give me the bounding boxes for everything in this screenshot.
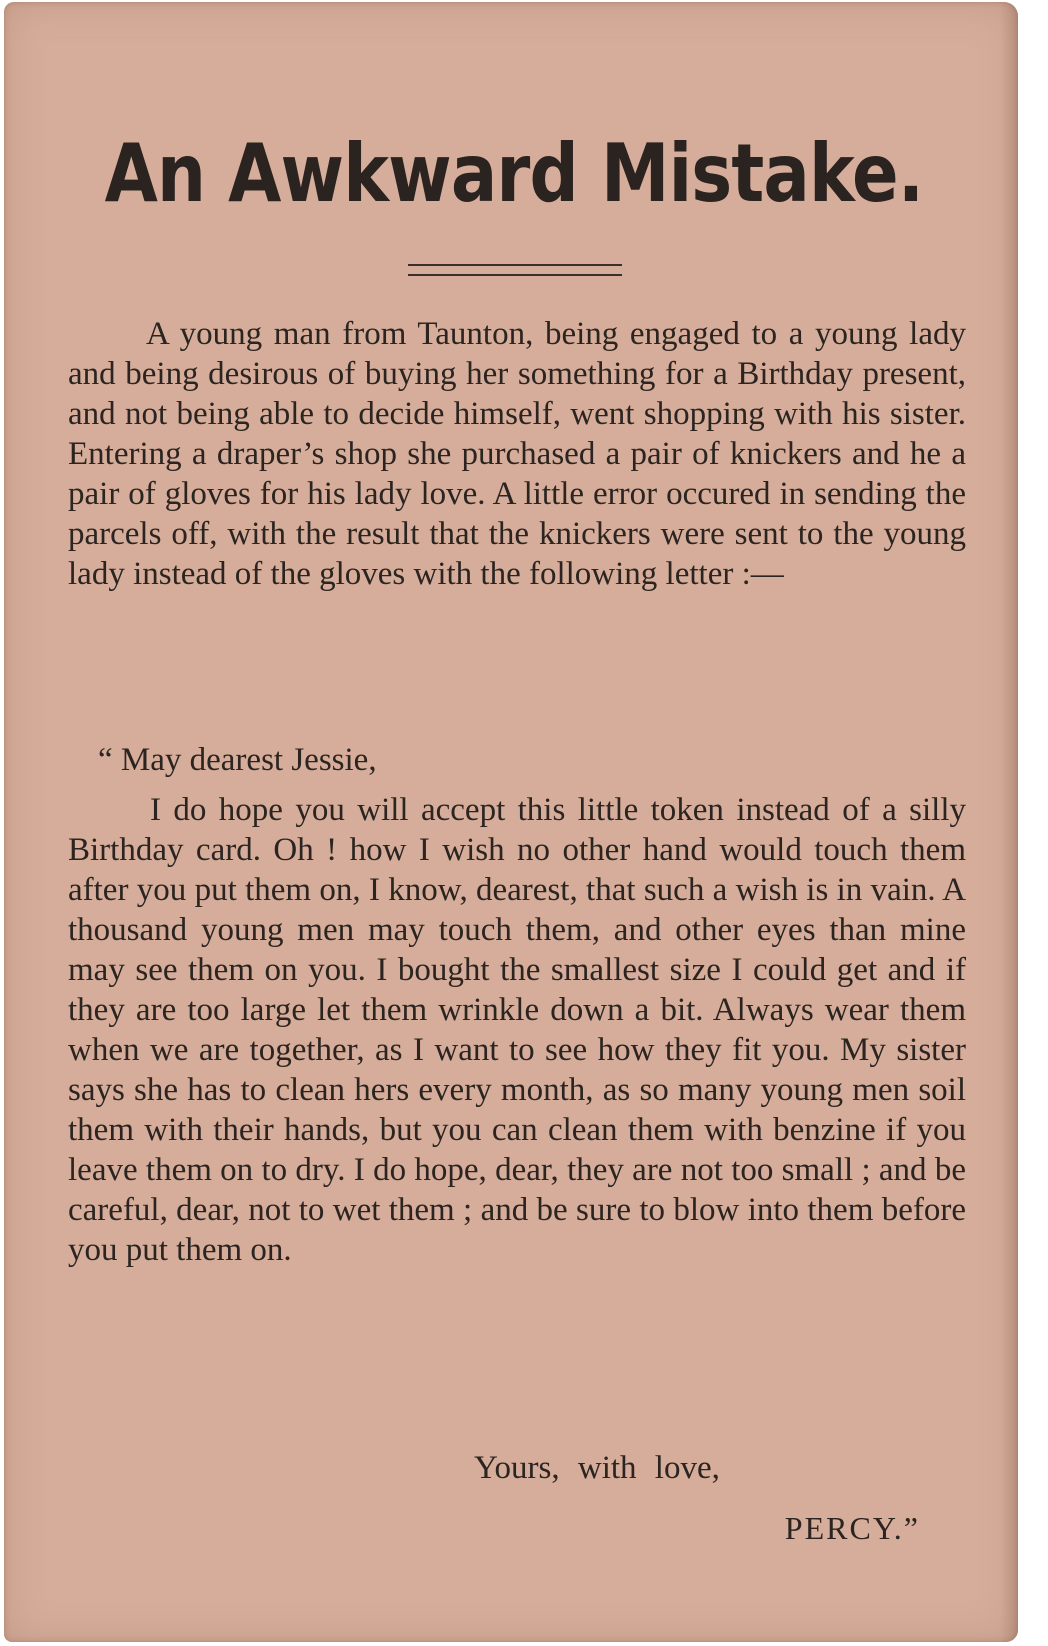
title-rule-top (408, 264, 622, 266)
letter-closing: Yours, with love, (474, 1450, 720, 1486)
letter-body: I do hope you will accept this little token instead of a silly Birthday card. Oh ! how I wish no other hand would touch them after you put them on, I know, dearest, that such a wish is in vain. A thousand young men may touch them, and other eyes than mine may see them on you. I bought the smallest size I could get and if they are too large let them wrinkle down a bit. Always wear them when we are together, as I want to see how they fit you. My sister says she has to clean hers every month, as so many young men soil them with their hands, but you can clean them with benzine if you leave them on to dry. I do hope, dear, they are not too small ; and be careful, dear, not to wet them ; and be sure to blow into them before you put them on. (68, 792, 966, 1268)
postcard (4, 2, 1018, 1642)
card-title: An Awkward Mistake. (104, 127, 924, 220)
letter-signature: PERCY.” (784, 1510, 920, 1546)
card-edge-shadow (1000, 2, 1018, 1642)
title-rule-bottom (408, 274, 622, 276)
story-paragraph: A young man from Taunton, being engaged to a young lady and being desirous of buying her something for a Birthday present, and not being able to decide himself, went shopping with his sister. Entering a draper’s shop she purchased a pair of knickers and he a pair of gloves for his lady love. A little error occured in sending the parcels off, with the result that the knickers were sent to the young lady instead of the gloves with the following letter :— (68, 316, 966, 592)
letter-greeting: “ May dearest Jessie, (98, 742, 377, 778)
